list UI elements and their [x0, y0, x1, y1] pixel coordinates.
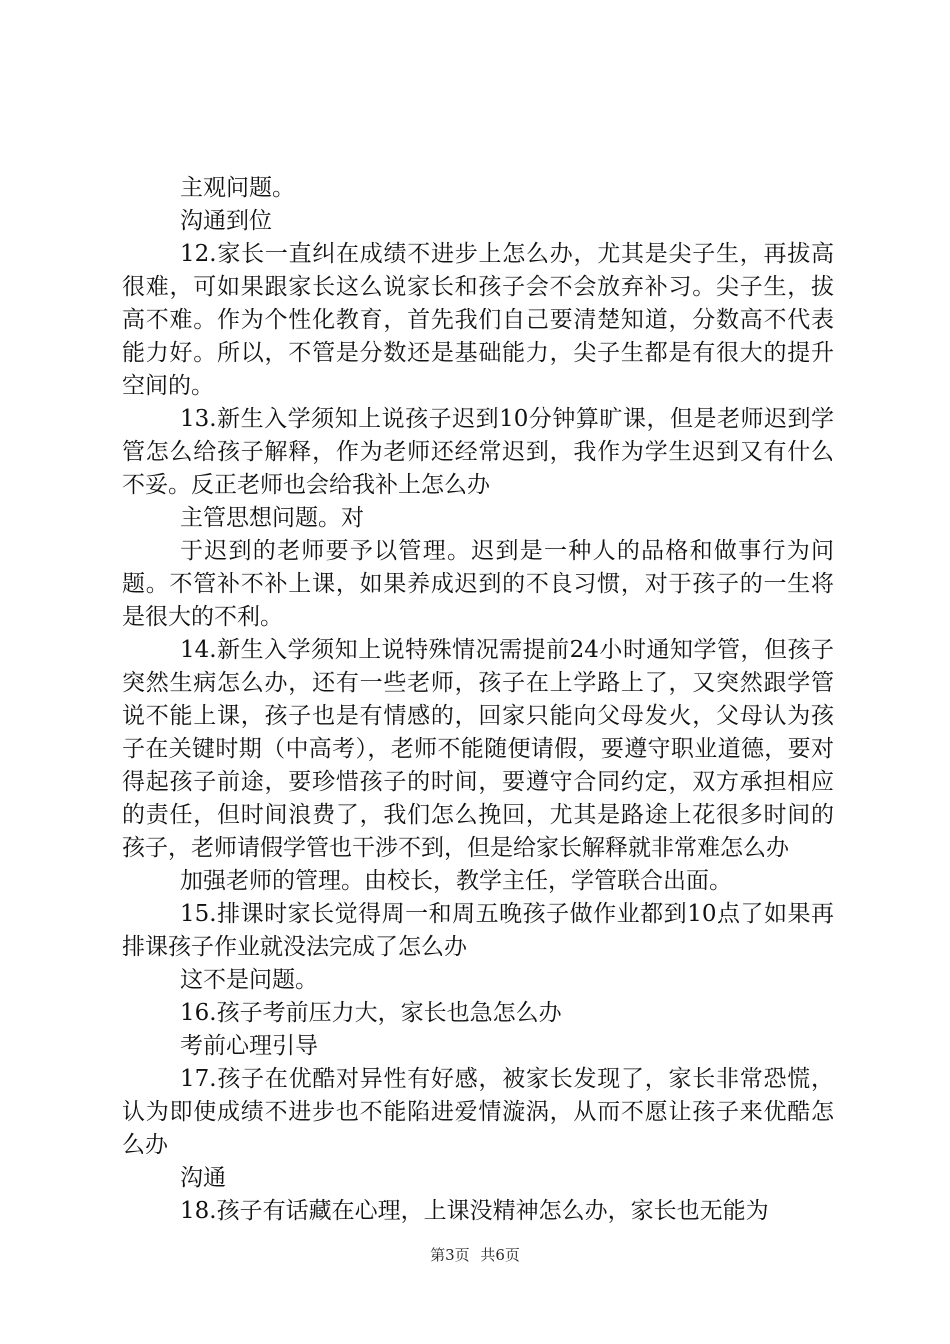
document-body	[122, 172, 834, 1228]
paragraph: 这不是问题。	[180, 967, 318, 993]
page-total: 共6页	[480, 1246, 520, 1264]
paragraph: 于迟到的老师要予以管理。迟到是一种人的品格和做事行为问题。不管补不补上课，如果养成迟到的不良习惯，对于孩子的一生将是很大的不利。	[122, 538, 834, 630]
paragraph: 沟通	[180, 1165, 226, 1191]
paragraph: 考前心理引导	[180, 1033, 318, 1059]
paragraph: 12.家长一直纠在成绩不进步上怎么办，尤其是尖子生，再拔高很难，可如果跟家长这么说家长和孩子会不会放弃补习。尖子生，拔高不难。作为个性化教育，首先我们自己要清楚知道，分数高不代表能力好。所以，不管是分数还是基础能力，尖子生都是有很大的提升空间的。	[122, 241, 834, 399]
page-number: 第3页	[430, 1246, 470, 1264]
paragraph: 18.孩子有话藏在心理，上课没精神怎么办，家长也无能为	[180, 1198, 769, 1224]
paragraph: 15.排课时家长觉得周一和周五晚孩子做作业都到10点了如果再排课孩子作业就没法完成了怎么办	[122, 901, 834, 960]
paragraph: 14.新生入学须知上说特殊情况需提前24小时通知学管，但孩子突然生病怎么办，还有一些老师，孩子在上学路上了，又突然跟学管说不能上课，孩子也是有情感的，回家只能向父母发火，父母认为孩子在关键时期（中高考），老师不能随便请假，要遵守职业道德，要对得起孩子前途，要珍惜孩子的时间，要遵守合同约定，双方承担相应的责任，但时间浪费了，我们怎么挽回，尤其是路途上花很多时间的孩子，老师请假学管也干涉不到，但是给家长解释就非常难怎么办	[122, 637, 834, 861]
paragraph: 主观问题。	[180, 175, 295, 201]
paragraph: 13.新生入学须知上说孩子迟到10分钟算旷课，但是老师迟到学管怎么给孩子解释，作为老师还经常迟到，我作为学生迟到又有什么不妥。反正老师也会给我补上怎么办	[122, 406, 834, 498]
paragraph: 17.孩子在优酷对异性有好感，被家长发现了，家长非常恐慌，认为即使成绩不进步也不能陷进爱情漩涡，从而不愿让孩子来优酷怎么办	[122, 1066, 834, 1158]
paragraph: 加强老师的管理。由校长，教学主任，学管联合出面。	[180, 868, 732, 894]
paragraph: 16.孩子考前压力大，家长也急怎么办	[180, 1000, 562, 1026]
page-footer	[0, 1245, 950, 1265]
paragraph: 主管思想问题。对	[180, 505, 364, 531]
paragraph: 沟通到位	[180, 208, 272, 234]
